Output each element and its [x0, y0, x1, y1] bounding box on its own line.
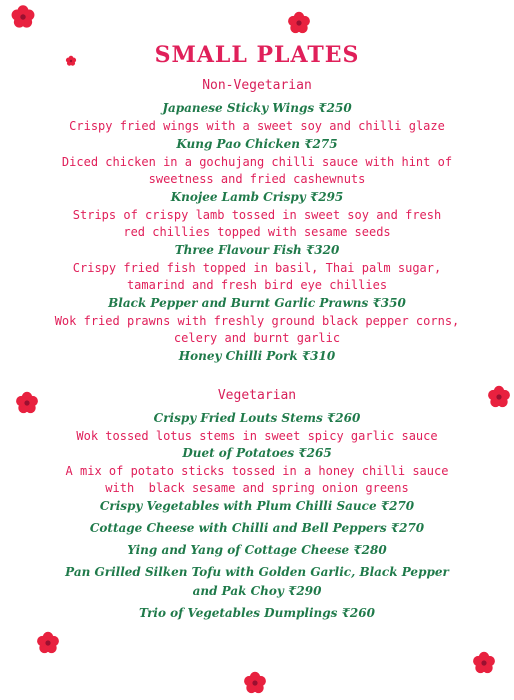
dish-description: Strips of crispy lamb tossed in sweet soy and fresh red chillies topped with sesame seeds [72, 208, 442, 239]
hibiscus-flower-icon [33, 628, 63, 658]
dish-name: Three Flavour Fish ₹320 [174, 243, 340, 257]
hibiscus-flower-icon [284, 8, 314, 38]
dish-name: Black Pepper and Burnt Garlic Prawns ₹350 [108, 296, 406, 310]
dish-name: Kung Pao Chicken ₹275 [176, 137, 338, 151]
hibiscus-flower-icon [8, 2, 38, 32]
dish-name: Japanese Sticky Wings ₹250 [162, 101, 352, 115]
hibiscus-flower-icon [469, 648, 499, 678]
section-heading-non-veg: Non-Vegetarian [202, 78, 312, 93]
dish-name: Crispy Vegetables with Plum Chilli Sauce ₹270 [99, 499, 415, 513]
section-heading-veg: Vegetarian [217, 388, 297, 403]
dish-name: Duet of Potatoes ₹265 [182, 446, 332, 460]
dish-name: Pan Grilled Silken Tofu with Golden Garlic, Black Pepper [65, 565, 449, 579]
dish-description: Crispy fried wings with a sweet soy and chilli glaze [69, 119, 445, 133]
dish-description: Wok fried prawns with freshly ground black pepper corns, celery and burnt garlic [54, 314, 460, 345]
dish-name: Cottage Cheese with Chilli and Bell Peppers ₹270 [89, 521, 425, 535]
dish-description: Crispy fried fish topped in basil, Thai palm sugar, tamarind and fresh bird eye chillies [72, 261, 442, 292]
dish-description: Diced chicken in a gochujang chilli sauce with hint of sweetness and fried cashewnuts [61, 155, 453, 186]
dish-name: Trio of Vegetables Dumplings ₹260 [139, 606, 375, 620]
dish-description: A mix of potato sticks tossed in a honey chilli sauce with black sesame and spring onion greens [65, 464, 449, 495]
dish-name: and Pak Choy ₹290 [192, 584, 322, 598]
dish-name: Knojee Lamb Crispy ₹295 [170, 190, 344, 204]
page-title: SMALL PLATES [154, 42, 360, 68]
dish-name: Crispy Fried Louts Stems ₹260 [153, 411, 361, 425]
dish-description: Wok tossed lotus stems in sweet spicy garlic sauce [76, 429, 438, 443]
dish-name: Honey Chilli Pork ₹310 [178, 349, 336, 363]
dish-name: Ying and Yang of Cottage Cheese ₹280 [127, 543, 387, 557]
hibiscus-flower-icon [240, 668, 270, 698]
